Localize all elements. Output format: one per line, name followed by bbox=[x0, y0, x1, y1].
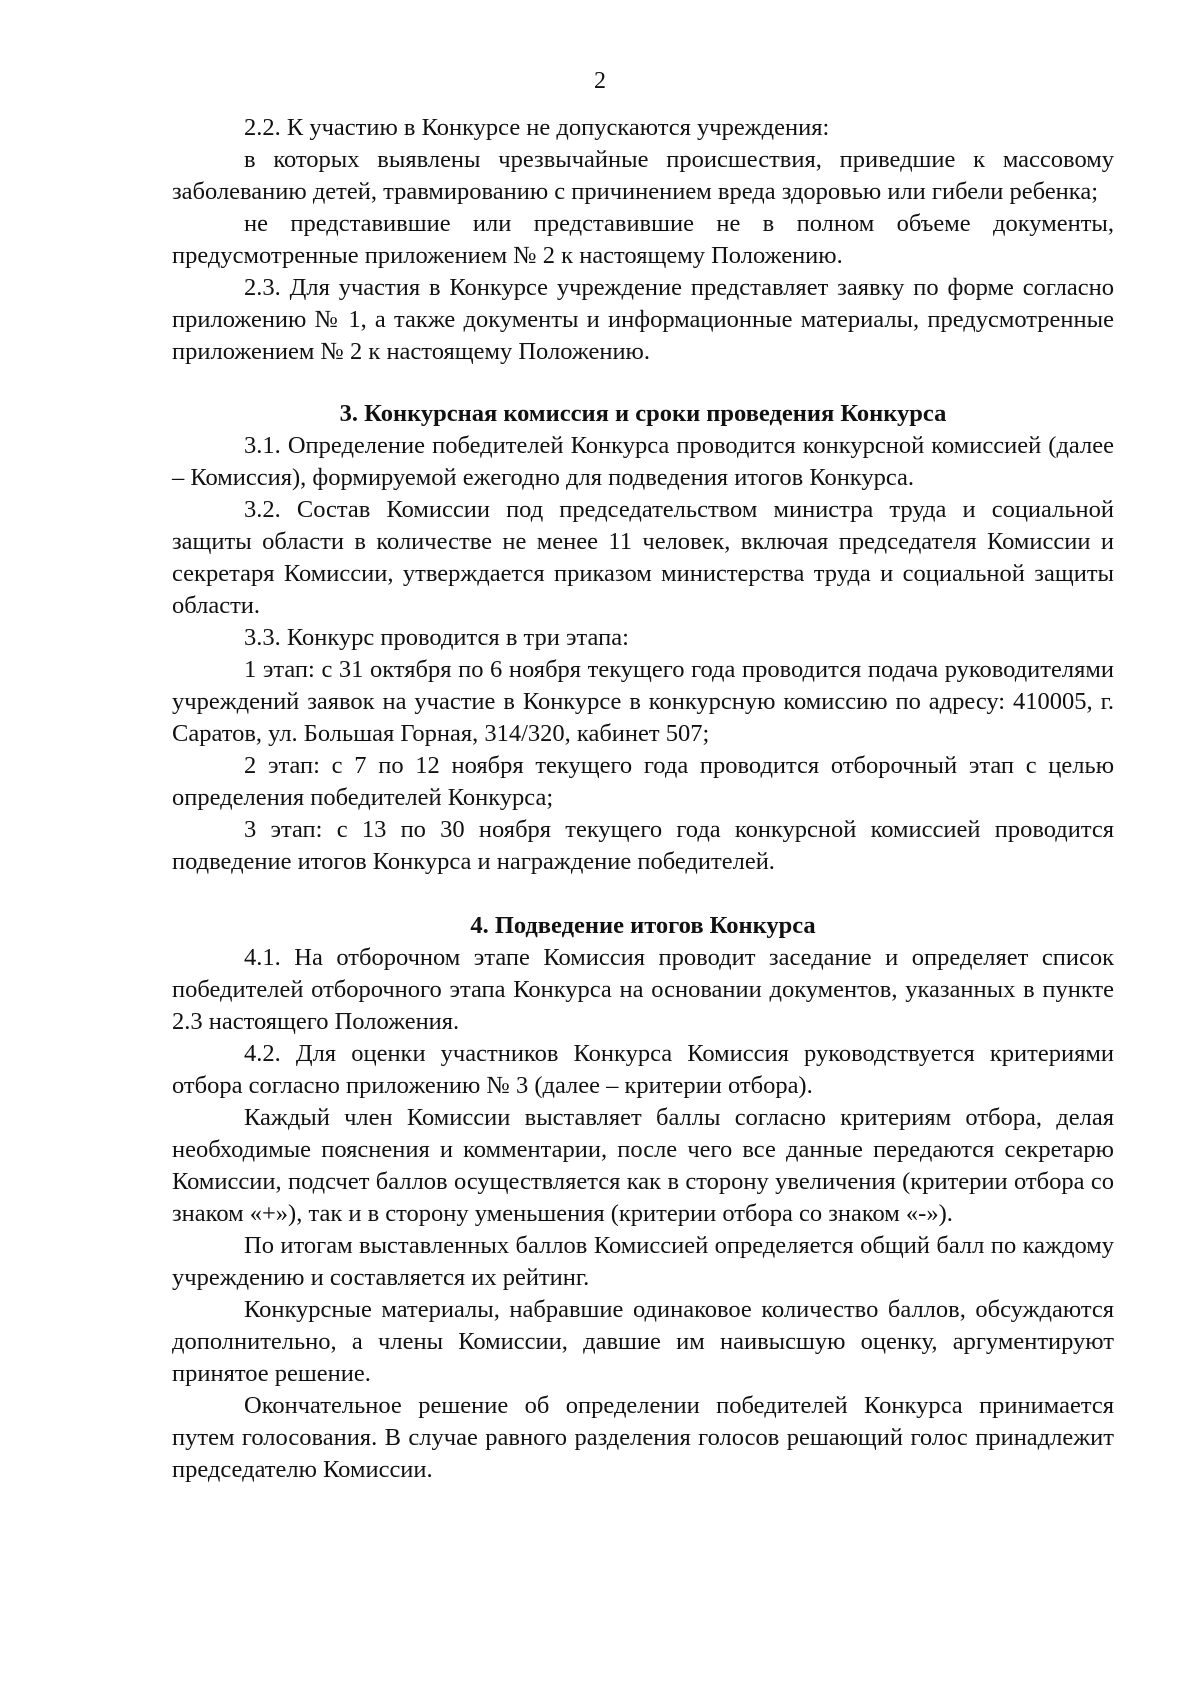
document-body bbox=[172, 112, 1114, 1486]
page-number: 2 bbox=[594, 68, 606, 94]
paragraph-2-2-item-b: не представившие или представившие не в полном объеме документы, предусмотренные приложением № 2 к настоящему Положению. bbox=[172, 210, 1114, 269]
paragraph-3-2: 3.2. Состав Комиссии под председательством министра труда и социальной защиты области в количестве не менее 11 человек, включая председателя Комиссии и секретаря Комиссии, утверждается приказом министерства труда и социальной защиты области. bbox=[172, 496, 1114, 619]
stage-2-paragraph: 2 этап: с 7 по 12 ноября текущего года проводится отборочный этап с целью определения победителей Конкурса; bbox=[172, 752, 1114, 811]
paragraph-2-2-item-a: в которых выявлены чрезвычайные происшествия, приведшие к массовому заболеванию детей, травмированию с причинением вреда здоровью или гибели ребенка; bbox=[172, 146, 1114, 205]
spacer bbox=[172, 878, 1114, 910]
paragraph-3-1: 3.1. Определение победителей Конкурса проводится конкурсной комиссией (далее – Комиссия), формируемой ежегодно для подведения итогов Конкурса. bbox=[172, 432, 1114, 491]
paragraph-4-2: 4.2. Для оценки участников Конкурса Комиссия руководствуется критериями отбора согласно приложению № 3 (далее – критерии отбора). bbox=[172, 1040, 1114, 1099]
section-3-heading: 3. Конкурсная комиссия и сроки проведения Конкурса bbox=[339, 400, 947, 427]
paragraph-4-1: 4.1. На отборочном этапе Комиссия проводит заседание и определяет список победителей отборочного этапа Конкурса на основании документов, указанных в пункте 2.3 настоящего Положения. bbox=[172, 944, 1114, 1035]
paragraph-2-2: 2.2. К участию в Конкурсе не допускаются учреждения: bbox=[244, 114, 830, 141]
paragraph-4-2-final-decision: Окончательное решение об определении победителей Конкурса принимается путем голосования. В случае равного разделения голосов решающий голос принадлежит председателю Комиссии. bbox=[172, 1392, 1114, 1483]
paragraph-2-3: 2.3. Для участия в Конкурсе учреждение представляет заявку по форме согласно приложению № 1, а также документы и информационные материалы, предусмотренные приложением № 2 к настоящему Положению. bbox=[172, 274, 1114, 365]
stage-3-paragraph: 3 этап: с 13 по 30 ноября текущего года конкурсной комиссией проводится подведение итогов Конкурса и награждение победителей. bbox=[172, 816, 1114, 875]
paragraph-4-2-scoring: Каждый член Комиссии выставляет баллы согласно критериям отбора, делая необходимые пояснения и комментарии, после чего все данные передаются секретарю Комиссии, подсчет баллов осуществляется как в сторону увеличения (критерии отбора со знаком «+»), так и в сторону уменьшения (критерии отбора со знаком «-»). bbox=[172, 1104, 1114, 1227]
paragraph-4-2-tie: Конкурсные материалы, набравшие одинаковое количество баллов, обсуждаются дополнительно, а члены Комиссии, давшие им наивысшую оценку, аргументируют принятое решение. bbox=[172, 1296, 1114, 1387]
paragraph-3-3: 3.3. Конкурс проводится в три этапа: bbox=[244, 624, 629, 651]
paragraph-4-2-rating: По итогам выставленных баллов Комиссией определяется общий балл по каждому учреждению и составляется их рейтинг. bbox=[172, 1232, 1114, 1291]
stage-1-paragraph: 1 этап: с 31 октября по 6 ноября текущего года проводится подача руководителями учреждений заявок на участие в Конкурсе в конкурсную комиссию по адресу: 410005, г. Саратов, ул. Большая Горная, 314/320, кабинет 507; bbox=[172, 656, 1114, 747]
section-4-heading: 4. Подведение итогов Конкурса bbox=[470, 912, 816, 939]
spacer bbox=[172, 368, 1114, 398]
